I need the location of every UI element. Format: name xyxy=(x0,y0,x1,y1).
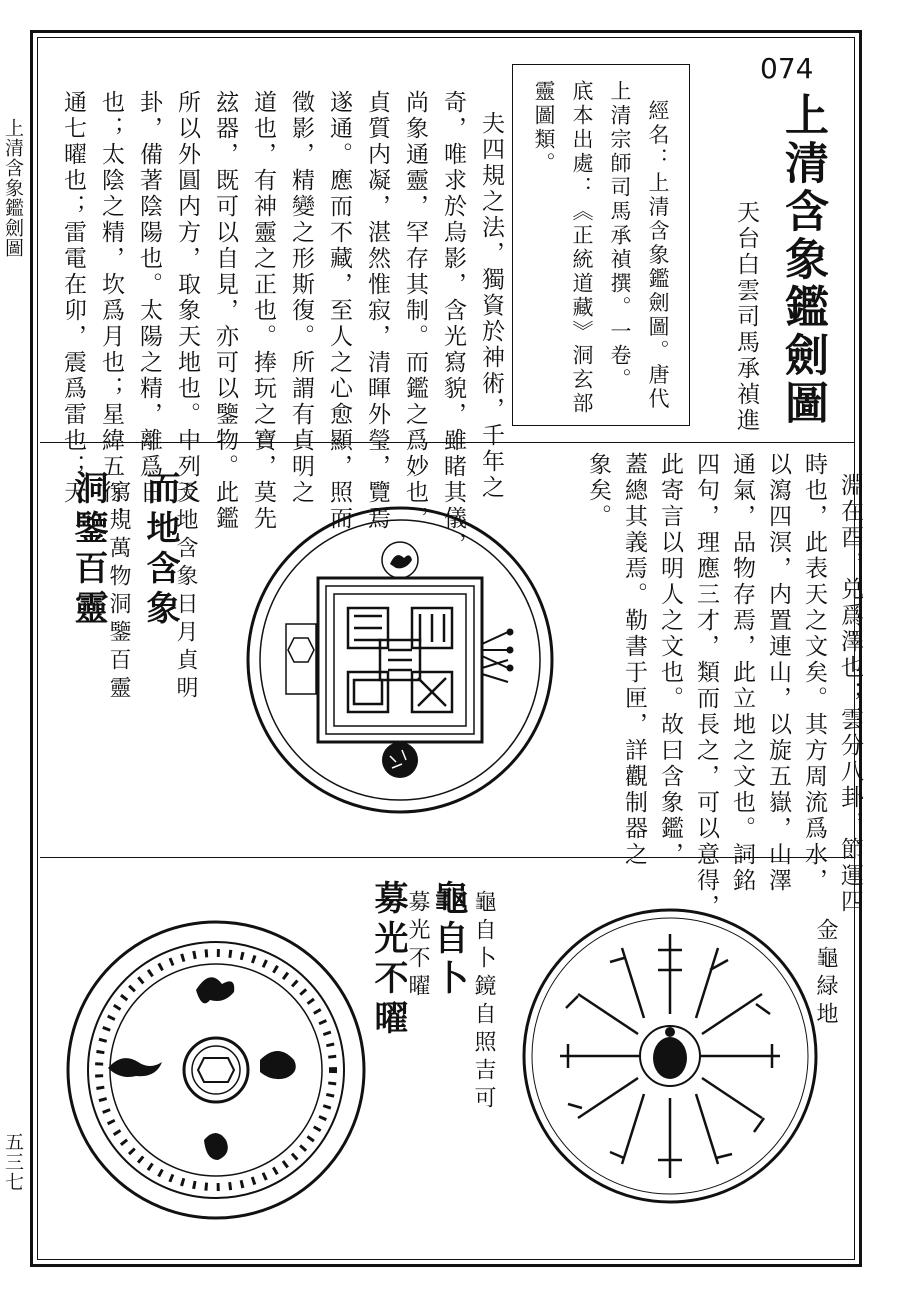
text-line: 尚象通靈，罕存其制。而鑑之爲妙也， xyxy=(402,90,428,532)
seal-inscription-col: 龜自卜 xyxy=(428,880,468,1000)
inscription-caption: 龜自卜鏡自照吉可 xyxy=(471,890,496,1114)
side-title: 上清含象鑑劍圖 xyxy=(2,118,24,258)
text-line: 以瀉四溟，内置連山，以旋五嶽，山澤 xyxy=(765,452,791,894)
info-line: 經名：上清含象鑑劍圖。唐代 xyxy=(646,99,670,412)
center-boss-inner xyxy=(192,1046,240,1094)
mirror-two-caption: 金龜緑地 xyxy=(813,918,838,1030)
seal-grid xyxy=(348,608,452,712)
text-line: 通七曜也；雷電在卯，震爲雷也；天 xyxy=(60,90,86,506)
text-line: 此寄言以明人之文也。故曰含象鑑， xyxy=(657,452,683,868)
right-trigram xyxy=(482,630,513,683)
text-line: 卦，備著陰陽也。太陽之精，離爲日 xyxy=(136,90,162,506)
text-line: 蓋總其義焉。勒書于匣，詳觀制器之 xyxy=(621,452,647,868)
text-line: 徵影，精變之形斯復。所謂有貞明之 xyxy=(288,90,314,506)
inscription-caption: 天地含象日月貞明 xyxy=(173,480,198,704)
tiger-icon xyxy=(260,1051,296,1079)
text-line: 夫四規之法，獨資於神術，千年之 xyxy=(478,110,504,501)
page-title: 上清含象鑑劍圖 xyxy=(777,92,828,428)
constellation-icon xyxy=(288,638,314,662)
text-line: 所以外圓内方，取象天地也。中列爻 xyxy=(174,90,200,506)
page-number: 五三七 xyxy=(2,1132,24,1192)
text-line: 四句，理應三才，類而長之，可以意得， xyxy=(693,452,719,920)
seal-inscription-col: 募光不曜 xyxy=(368,880,408,1040)
moon-medallion xyxy=(382,742,418,778)
mirror-two-back-diagram xyxy=(64,918,368,1222)
text-line: 通氣，品物存焉，此立地之文也。詞銘 xyxy=(729,452,755,894)
seal-inscription-col: 而地含象 xyxy=(140,470,180,630)
text-line: 玆器，既可以自見，亦可以鑒物。此鑑 xyxy=(212,90,238,532)
info-line: 底本出處：《正統道藏》洞玄部 xyxy=(570,80,594,416)
seal-inscription-col: 洞鑒百靈 xyxy=(68,470,108,630)
text-line: 也；太陰之精，坎爲月也；星緯五行， xyxy=(98,90,124,532)
dragon-icon xyxy=(108,1058,162,1077)
entry-number: 074 xyxy=(760,52,814,85)
left-trigram-frame xyxy=(286,624,316,694)
inscription-caption: 寫規萬物洞鑒百靈 xyxy=(106,480,131,704)
warrior-icon xyxy=(204,1133,228,1160)
text-line: 淵在酉，兑爲澤也；雲分八卦，節運四 xyxy=(837,472,863,915)
center-boss xyxy=(184,1038,248,1102)
bird-icon xyxy=(390,555,412,568)
text-line: 奇，唯求於烏影，含光寫貌，雖睹其儀， xyxy=(440,90,466,558)
mirror-one-diagram xyxy=(240,500,560,820)
info-box-text xyxy=(525,80,715,416)
text-line: 貞質内凝，湛然惟寂，清暉外瑩，覽焉 xyxy=(364,90,390,532)
continuation-text xyxy=(580,452,900,920)
turtle-icon xyxy=(198,1058,234,1082)
text-line: 象矣。 xyxy=(585,452,611,530)
turtle-head xyxy=(665,1027,675,1037)
golden-turtle-icon xyxy=(653,1037,687,1079)
text-line: 道也，有神靈之正也。捧玩之寶，莫先 xyxy=(250,90,276,532)
author-line: 天台白雲司馬承禎進 xyxy=(733,200,759,434)
text-line: 遂通。應而不藏，至人之心愈顯，照而 xyxy=(326,90,352,532)
inscription-caption: 募光不曜 xyxy=(405,890,430,1002)
golden-turtle-mirror-diagram xyxy=(518,904,822,1208)
text-line: 時也，此表天之文矣。其方周流爲水， xyxy=(801,452,827,894)
info-line: 上清宗師司馬承禎撰。一卷。 xyxy=(608,80,632,392)
info-line: 靈圖類。 xyxy=(532,80,556,176)
phoenix-icon xyxy=(196,977,234,1003)
